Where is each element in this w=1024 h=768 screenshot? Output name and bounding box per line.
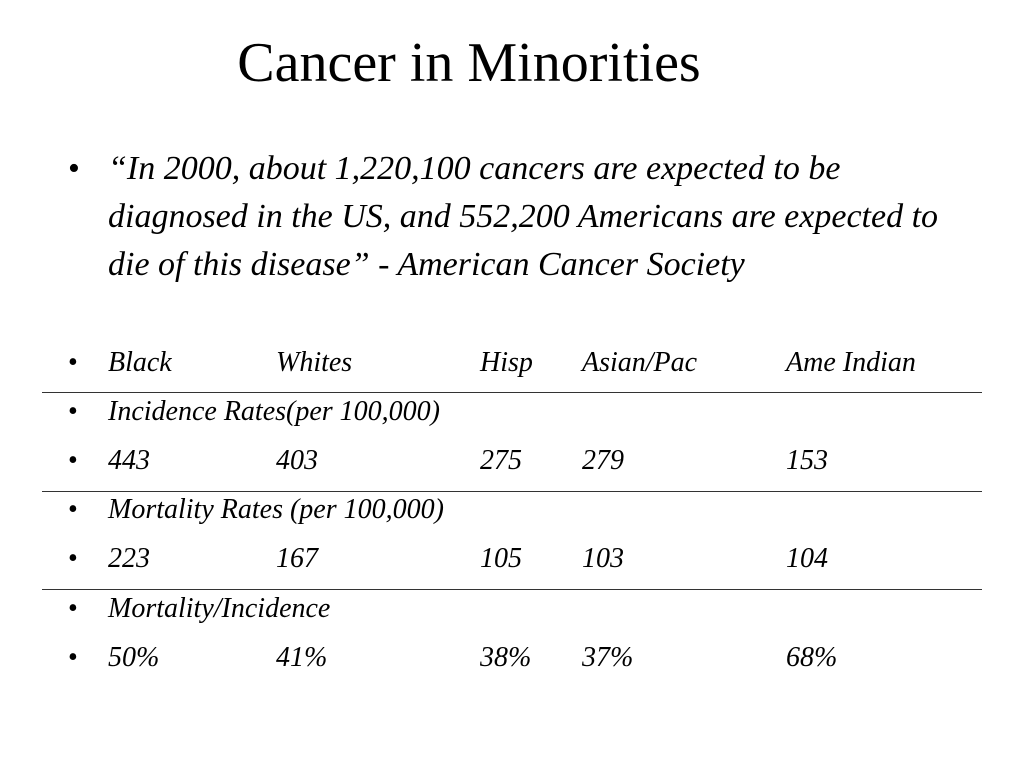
table-header-row	[0, 343, 1024, 383]
quote-text: “In 2000, about 1,220,100 cancers are expected to be diagnosed in the US, and 552,200 Americans are expected to die of this disease” - American Cancer Society	[108, 150, 939, 283]
ratio-black: 50%	[108, 642, 160, 673]
slide-title: Cancer in Minorities	[237, 32, 701, 94]
mortality-label: Mortality Rates (per 100,000)	[108, 494, 444, 525]
header-asian-pac: Asian/Pac	[582, 347, 698, 378]
ratio-asian-pac: 37%	[582, 642, 634, 673]
ratio-ame-indian: 68%	[786, 642, 838, 673]
bullet-icon: •	[68, 642, 78, 673]
header-hisp: Hisp	[480, 347, 533, 378]
bullet-icon: •	[68, 593, 78, 624]
section-label-row	[0, 589, 1024, 629]
incidence-label: Incidence Rates(per 100,000)	[108, 396, 440, 427]
mortality-black: 223	[108, 543, 150, 574]
bullet-icon: •	[68, 396, 78, 427]
mortality-ame-indian: 104	[786, 543, 828, 574]
ratio-label: Mortality/Incidence	[108, 593, 331, 624]
header-whites: Whites	[276, 347, 353, 378]
incidence-ame-indian: 153	[786, 445, 828, 476]
table-row	[0, 638, 1024, 678]
bullet-icon: •	[68, 494, 78, 525]
header-black: Black	[108, 347, 172, 378]
section-label-row	[0, 392, 1024, 432]
ratio-hisp: 38%	[480, 642, 532, 673]
mortality-hisp: 105	[480, 543, 522, 574]
table-row	[0, 441, 1024, 481]
mortality-whites: 167	[276, 543, 318, 574]
bullet-icon: •	[68, 347, 78, 378]
mortality-asian-pac: 103	[582, 543, 624, 574]
section-label-row	[0, 490, 1024, 530]
incidence-whites: 403	[276, 445, 318, 476]
incidence-black: 443	[108, 445, 150, 476]
incidence-hisp: 275	[480, 445, 522, 476]
bullet-icon: •	[68, 543, 78, 574]
table-row	[0, 539, 1024, 579]
header-ame-indian: Ame Indian	[786, 347, 916, 378]
bullet-icon: •	[68, 445, 78, 476]
incidence-asian-pac: 279	[582, 445, 624, 476]
bullet-icon: •	[68, 150, 80, 187]
ratio-whites: 41%	[276, 642, 328, 673]
